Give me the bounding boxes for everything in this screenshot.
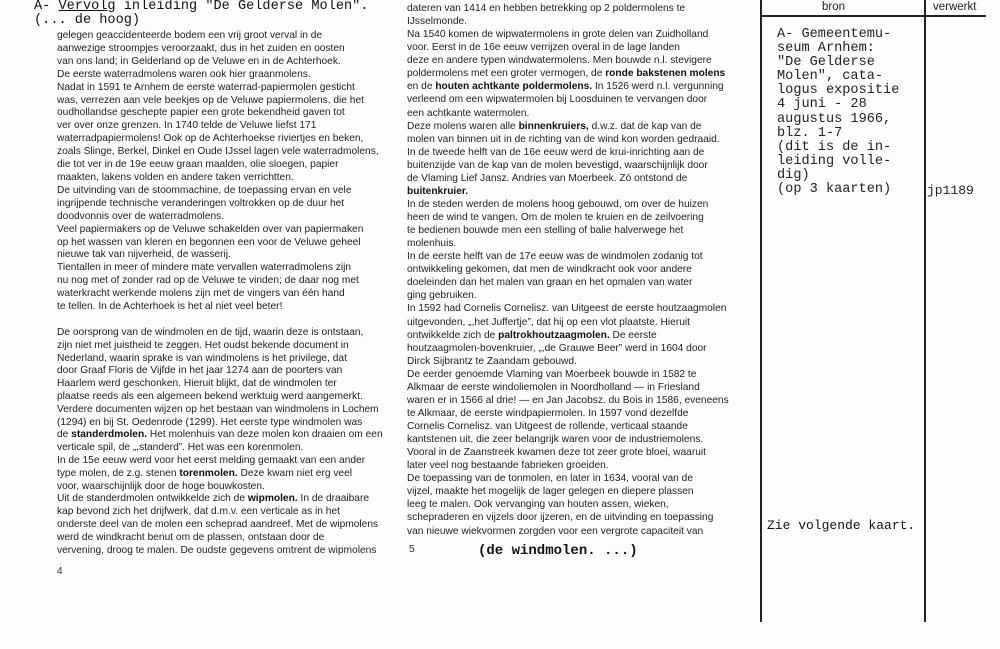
text-line xyxy=(57,519,383,532)
text-run: In de steden werden de molens hoog gebouwd, om over de huizen xyxy=(407,198,709,210)
text-line xyxy=(57,340,383,353)
text-run: Alkmaar de eerste windoliemolen in Noordholland — in Friesland xyxy=(407,381,700,393)
text-line xyxy=(57,224,379,237)
text-run: Verdere documenten wijzen op het bestaan van windmolens in Lochem xyxy=(57,403,379,415)
text-run: In de draaibare xyxy=(297,493,370,505)
text-run: Tientallen in meer of mindere mate vervallen waterradmolens zijn xyxy=(57,262,352,274)
text-run: verleend om een wipwatermolen bij Loosduinen te vervangen door xyxy=(407,94,708,106)
text-run: In 1592 had Cornelis Cornelisz. van Uitgeest de eerste houtzaagmolen xyxy=(407,303,727,315)
text-run: Het molenhuis van deze molen kon draaien om een xyxy=(147,429,383,441)
text-run: Deze molens waren alle xyxy=(407,120,519,132)
text-run: doeleinden dan het malen van graan en het opmalen van water xyxy=(407,277,693,289)
text-run: Deze kwam niet erg veel xyxy=(237,467,353,479)
header-verwerkt: verwerkt xyxy=(933,1,977,13)
text-line xyxy=(407,511,729,524)
text-run: Nadat in 1591 te Arnhem de eerste waterrad-papiermolen gesticht xyxy=(57,81,355,93)
heading-prefix: A- xyxy=(34,0,59,14)
text-line xyxy=(57,275,379,288)
text-line xyxy=(407,172,729,185)
text-run: type molen, de z.g. stenen xyxy=(57,467,180,479)
page-number-middle: 5 xyxy=(409,544,415,555)
text-line xyxy=(407,107,729,120)
text-line xyxy=(407,2,729,15)
text-run: zoals Slinge, Berkel, Dinkel en Oude IJssel lagen vele waterradmolens, xyxy=(57,146,379,158)
text-run: waterradpapiermolens! Ook op de Achterhoekse riviertjes en beken, xyxy=(57,133,364,145)
text-line xyxy=(57,353,383,366)
text-run: deze en andere typen windwatermolens. Men bouwde n.l. stevigere xyxy=(407,55,712,67)
text-line xyxy=(57,301,379,314)
text-line xyxy=(57,417,383,430)
header-bron: bron xyxy=(822,1,846,13)
text-run: In de 15e eeuw werd voor het eerst melding gemaakt van een ander xyxy=(57,454,366,466)
text-line xyxy=(57,211,379,224)
text-run: een achtkante watermolen. xyxy=(407,107,530,119)
text-line xyxy=(407,407,729,420)
text-line xyxy=(407,159,729,172)
text-line xyxy=(57,69,379,82)
text-line xyxy=(57,493,383,506)
text-run: Dirck Sijbrantz te Zaandam gebouwd. xyxy=(407,355,577,367)
heading-continuation: (... de hoog) xyxy=(34,12,141,28)
text-run: oudhollandse geschepte papier een grote bekendheid gaven tot xyxy=(57,107,345,119)
document-heading xyxy=(34,0,368,27)
text-line xyxy=(57,532,383,545)
card-column-divider xyxy=(924,0,926,622)
text-run: Veel papiermakers op de Veluwe schakelden over van papiermaken xyxy=(57,223,364,235)
text-line xyxy=(57,391,383,404)
text-run: In de eerste helft van de 17e eeuw was de windmolen zodanig tot xyxy=(407,251,703,263)
text-line xyxy=(57,481,383,494)
text-line xyxy=(57,56,379,69)
text-run: De uitvinding van de stoommachine, de toepassing ervan en vele xyxy=(57,184,352,196)
text-run: Uit de standerdmolen ontwikkelde zich de xyxy=(57,493,248,505)
text-line xyxy=(407,93,729,106)
bold-term: buitenkruier. xyxy=(407,185,469,197)
text-run: De oorsprong van de windmolen en de tijd, waarin deze is ontstaan, xyxy=(57,327,364,338)
text-line xyxy=(407,41,729,54)
text-line xyxy=(407,433,729,446)
text-run: doodvonnis over de waterradmolens. xyxy=(57,210,225,222)
text-line xyxy=(57,378,383,391)
text-run: schepraderen en vijzels door ijzeren, en de uitvinding en toepassing xyxy=(407,512,714,524)
text-run: De toepassing van de tonmolen, en later in 1634, vooral van de xyxy=(407,473,694,485)
text-line xyxy=(407,302,729,315)
text-run: waren er in 1566 al drie! — en Jan Jacobsz. du Bois in 1586, eveneens xyxy=(407,394,729,406)
text-line xyxy=(57,262,379,275)
text-line xyxy=(407,381,729,394)
text-line xyxy=(57,133,379,146)
text-line xyxy=(407,28,729,41)
text-run: te bedienen bouwde men een stelling of balie halverwege het xyxy=(407,225,684,237)
text-run: ging gebruiken. xyxy=(407,290,477,302)
text-line xyxy=(57,288,379,301)
text-line xyxy=(407,80,729,93)
text-line xyxy=(407,224,729,237)
source-reference: A- Gemeentemu- seum Arnhem: "De Gelderse Molen", cata- logus expositie 4 juni - 28 augustus 1966, blz. 1-7 (dit is de in- leiding volle- dig) (op 3 kaarten) xyxy=(777,27,900,198)
text-run: werd de windkracht benut om de plassen, ontstaan door de xyxy=(57,531,325,543)
text-line xyxy=(57,172,379,185)
bold-term: ronde bakstenen molens xyxy=(605,68,726,80)
text-line xyxy=(407,185,729,198)
text-line xyxy=(57,237,379,250)
text-line xyxy=(57,43,379,56)
text-line xyxy=(57,365,383,378)
text-run: ver over onze grenzen. In 1740 telde de Veluwe liefst 171 xyxy=(57,120,317,132)
text-run: molen van binnen uit in de richting van de wind kon worden gedraaid. xyxy=(407,133,720,145)
text-run: te Alkmaar, de eerste windpapiermolen. In 1597 vond dezelfde xyxy=(407,407,689,419)
text-run: vervening, droog te malen. De oudste gegevens omtrent de wipmolens xyxy=(57,544,377,556)
text-run: nieuwe tak van nijverheid, de wasserij. xyxy=(57,249,231,261)
text-run: later veel nog bestaande fabrieken groeiden. xyxy=(407,460,609,472)
text-run: De eerste waterradmolens waren ook hier graanmolens. xyxy=(57,68,311,80)
text-run: uitgevonden, „,het Juffertje”, dat hij op een vlot plaatste. Hieruit xyxy=(407,316,690,328)
text-run: door Graaf Floris de Vijfde in het jaar 1274 aan de poorters van xyxy=(57,365,343,377)
text-line xyxy=(407,459,729,472)
text-run: van ons land; in Gelderland op de Veluwe en in de Achterhoek. xyxy=(57,55,341,67)
text-line xyxy=(57,327,383,340)
text-run: te tellen. In de Achterhoek is het al niet veel beter! xyxy=(57,301,283,313)
text-run: Na 1540 komen de wipwatermolens in grote delen van Zuidholland xyxy=(407,29,709,41)
text-line xyxy=(57,198,379,211)
text-run: van nieuwe wiekvormen zorgden voor een vergrote capaciteit van xyxy=(407,525,704,537)
text-run: buitenzijde van de kap van de molen bevestigd, waarschijnlijk door xyxy=(407,159,708,171)
text-line xyxy=(407,342,729,355)
text-run: houtzaagmolen-bovenkruier, „,de Grauwe Beer” werd in 1604 door xyxy=(407,342,707,354)
text-run: d.w.z. dat de kap van de xyxy=(588,120,702,132)
text-run: was, verrezen aan vele beekjes op de Veluwe papiermolens, die het xyxy=(57,94,364,106)
text-run: heen de wind te vangen. Om de molen te kruien en de zeilvoering xyxy=(407,212,704,223)
text-run: In 1526 werd n.l. vergunning xyxy=(592,81,724,93)
text-run: IJsselmonde. xyxy=(407,16,468,28)
text-run: Vooral in de Zaanstreek kwamen deze tot zeer grote bloei, waaruit xyxy=(407,447,706,459)
text-line xyxy=(57,404,383,417)
text-run: de Vlaming Lief Jansz. Andries van Moerbeek. Zó ontstond de xyxy=(407,172,688,184)
text-run: dateren van 1414 en hebben betrekking op 2 poldermolens te xyxy=(407,3,686,14)
text-line xyxy=(407,276,729,289)
text-run: De eerste xyxy=(609,329,657,341)
text-run: kantstenen uit, die zeer belangrijk waren voor de industriemolens. xyxy=(407,434,704,446)
text-line xyxy=(57,159,379,172)
text-line xyxy=(57,107,379,120)
bold-term: torenmolen. xyxy=(179,467,238,479)
text-run: ontwikkeling gekomen, dat men de windkracht ook voor andere xyxy=(407,264,692,276)
text-run: voor, waarschijnlijk door de hoge bouwkosten. xyxy=(57,480,265,492)
text-line xyxy=(407,15,729,28)
next-card-note: Zie volgende kaart. xyxy=(767,518,916,533)
text-line xyxy=(57,455,383,468)
text-line xyxy=(407,525,729,538)
text-run: Haarlem werd geschonken. Hieruit blijkt, dat de windmolen ter xyxy=(57,378,337,390)
continuation-note: (de windmolen. ...) xyxy=(478,543,638,559)
text-line xyxy=(57,146,379,159)
text-run: Cornelis Cornelisz. van Uitgeest de rollende, verticaal staande xyxy=(407,421,688,432)
bold-term: binnenkruiers, xyxy=(518,120,589,132)
text-line xyxy=(57,249,379,262)
left-column-block-2 xyxy=(57,327,383,557)
left-column-block-1 xyxy=(57,30,379,314)
text-run: molenhuis. xyxy=(407,238,457,250)
text-run: voor. Eerst in de 16e eeuw verrijzen overal in de lage landen xyxy=(407,42,680,54)
card-header-rule xyxy=(760,15,986,17)
text-run: zijn niet met juistheid te zeggen. Het oudst bekende document in xyxy=(57,339,349,351)
text-run: De eerder genoemde Vlaming van Moerbeek bouwde in 1582 te xyxy=(407,368,697,380)
text-run: poldermolens met een groter vermogen, de xyxy=(407,68,606,80)
page-number-left: 4 xyxy=(57,566,63,577)
text-run: waterkracht werkende molens zijn met de vingers van één hand xyxy=(57,288,345,300)
text-run: op het wassen van kleren en begonnen een voor de Veluwe geheel xyxy=(57,236,361,248)
text-line xyxy=(407,198,729,211)
text-run: aanwezige stroompjes veroorzaakt, dus in het zuiden en oosten xyxy=(57,42,345,54)
bold-term: standerdmolen. xyxy=(71,429,148,441)
bold-term: paltrokhoutzaagmolen. xyxy=(498,329,610,341)
text-line xyxy=(57,30,379,43)
text-line xyxy=(407,329,729,342)
text-line xyxy=(407,472,729,485)
text-line xyxy=(407,250,729,263)
bold-term: wipmolen. xyxy=(247,493,298,505)
text-line xyxy=(57,545,383,558)
text-run: de xyxy=(57,429,72,441)
text-run: maakten, lakens volden en andere taken verrichtten. xyxy=(57,171,294,183)
text-line xyxy=(407,420,729,433)
text-line xyxy=(407,355,729,368)
text-line xyxy=(407,485,729,498)
text-run: ingrijpende technische veranderingen voltrokken op de duur het xyxy=(57,197,345,209)
text-line xyxy=(407,498,729,511)
text-run: (1294) en bij St. Oedenrode (1299). Het eerste type windmolen was xyxy=(57,416,363,428)
text-line xyxy=(57,95,379,108)
text-run: In de tweede helft van de 16e eeuw werd de krui-inrichting aan de xyxy=(407,146,705,158)
text-line xyxy=(407,316,729,329)
text-run: plaatse reeds als een algemeen bekend werktuig werd aangemerkt. xyxy=(57,390,363,402)
text-line xyxy=(407,289,729,302)
text-line xyxy=(57,442,383,455)
text-run: nu nog met of zonder rad op de Veluwe te vinden; de daar nog met xyxy=(57,275,359,287)
text-line xyxy=(407,394,729,407)
text-line xyxy=(57,429,383,442)
card-left-border xyxy=(760,0,762,622)
text-line xyxy=(57,468,383,481)
text-line xyxy=(407,211,729,224)
text-run: vijzel, maakte het mogelijk de lager gelegen en diepere plassen xyxy=(407,486,694,498)
middle-column-text xyxy=(407,2,729,538)
text-line xyxy=(57,185,379,198)
text-line xyxy=(57,120,379,133)
text-line xyxy=(407,263,729,276)
text-line xyxy=(407,368,729,381)
text-line xyxy=(407,54,729,67)
text-run: kap bevond zich het drijfwerk, dat d.m.v. een verticale as in het xyxy=(57,506,340,518)
heading-title: inleiding "De Gelderse Molen". xyxy=(115,0,369,14)
heading-underlined-word: Vervolg xyxy=(58,0,116,14)
text-run: verticale spil, de „,standerd”. Het was een korenmolen. xyxy=(57,442,304,454)
text-line xyxy=(407,446,729,459)
text-line xyxy=(407,133,729,146)
text-run: gelegen geaccidenteerde bodem een vrij groot verval in de xyxy=(57,30,323,41)
text-run: onderste deel van de molen een scheprad aandreef. Met de wipmolens xyxy=(57,518,379,530)
text-line xyxy=(407,237,729,250)
text-line xyxy=(407,146,729,159)
text-line xyxy=(57,82,379,95)
text-run: die tot ver in de 19e eeuw graan maalden, olie sloegen, papier xyxy=(57,159,339,171)
text-line xyxy=(57,506,383,519)
text-run: leeg te malen. Ook vervanging van houten assen, wieken, xyxy=(407,499,669,511)
bold-term: houten achtkante poldermolens. xyxy=(435,81,593,93)
text-run: Nederland, waarin sprake is van windmolens is het privilege, dat xyxy=(57,352,347,364)
processed-code: jp1189 xyxy=(927,183,974,198)
text-run: ontwikkelde zich de xyxy=(407,329,499,341)
text-line xyxy=(407,120,729,133)
text-line xyxy=(407,67,729,80)
text-run: en de xyxy=(407,81,436,93)
